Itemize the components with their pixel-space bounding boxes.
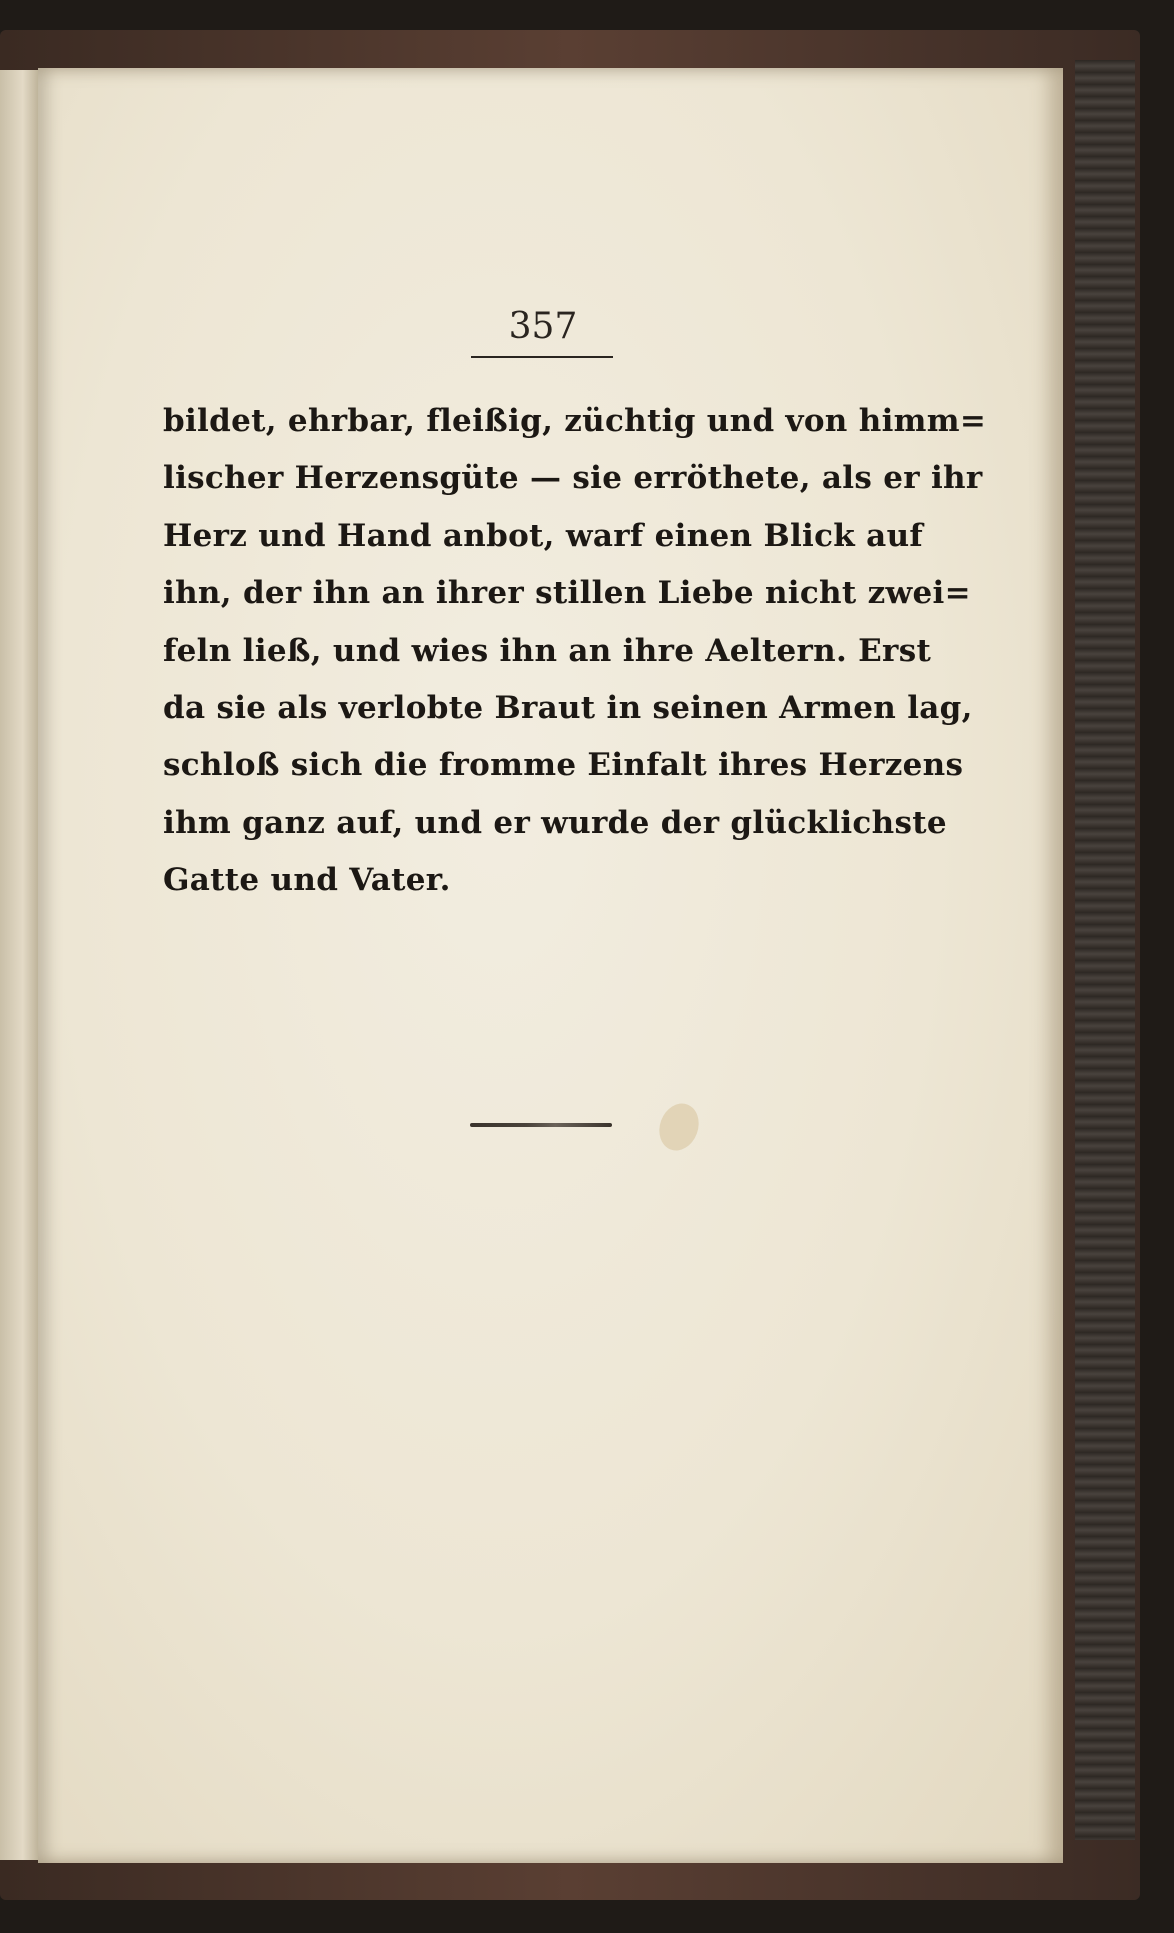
text-line: da sie als verlobte Braut in seinen Armen lag, <box>163 690 973 727</box>
left-page-edge <box>0 70 38 1860</box>
text-line: lischer Herzensgüte — sie erröthete, als er ihr <box>163 460 983 497</box>
text-line: Herz und Hand anbot, warf einen Blick auf <box>163 517 924 554</box>
page-number-rule <box>471 356 613 358</box>
text-line: feln ließ, und wies ihn an ihre Aeltern. Erst <box>163 632 932 669</box>
text-line: schloß sich die fromme Einfalt ihres Herzens <box>163 747 964 784</box>
text-line: bildet, ehrbar, fleißig, züchtig und von himm= <box>163 403 987 439</box>
page-number: 357 <box>508 306 578 347</box>
book-page <box>38 68 1063 1863</box>
book-spine <box>1075 60 1135 1840</box>
text-line: ihn, der ihn an ihrer stillen Liebe nicht zwei= <box>163 575 971 612</box>
body-text <box>163 393 987 910</box>
text-line: Gatte und Vater. <box>163 862 451 899</box>
text-line: ihm ganz auf, und er wurde der glücklichste <box>163 804 947 841</box>
paper-stain <box>653 1098 705 1156</box>
chapter-end-rule <box>470 1123 612 1127</box>
